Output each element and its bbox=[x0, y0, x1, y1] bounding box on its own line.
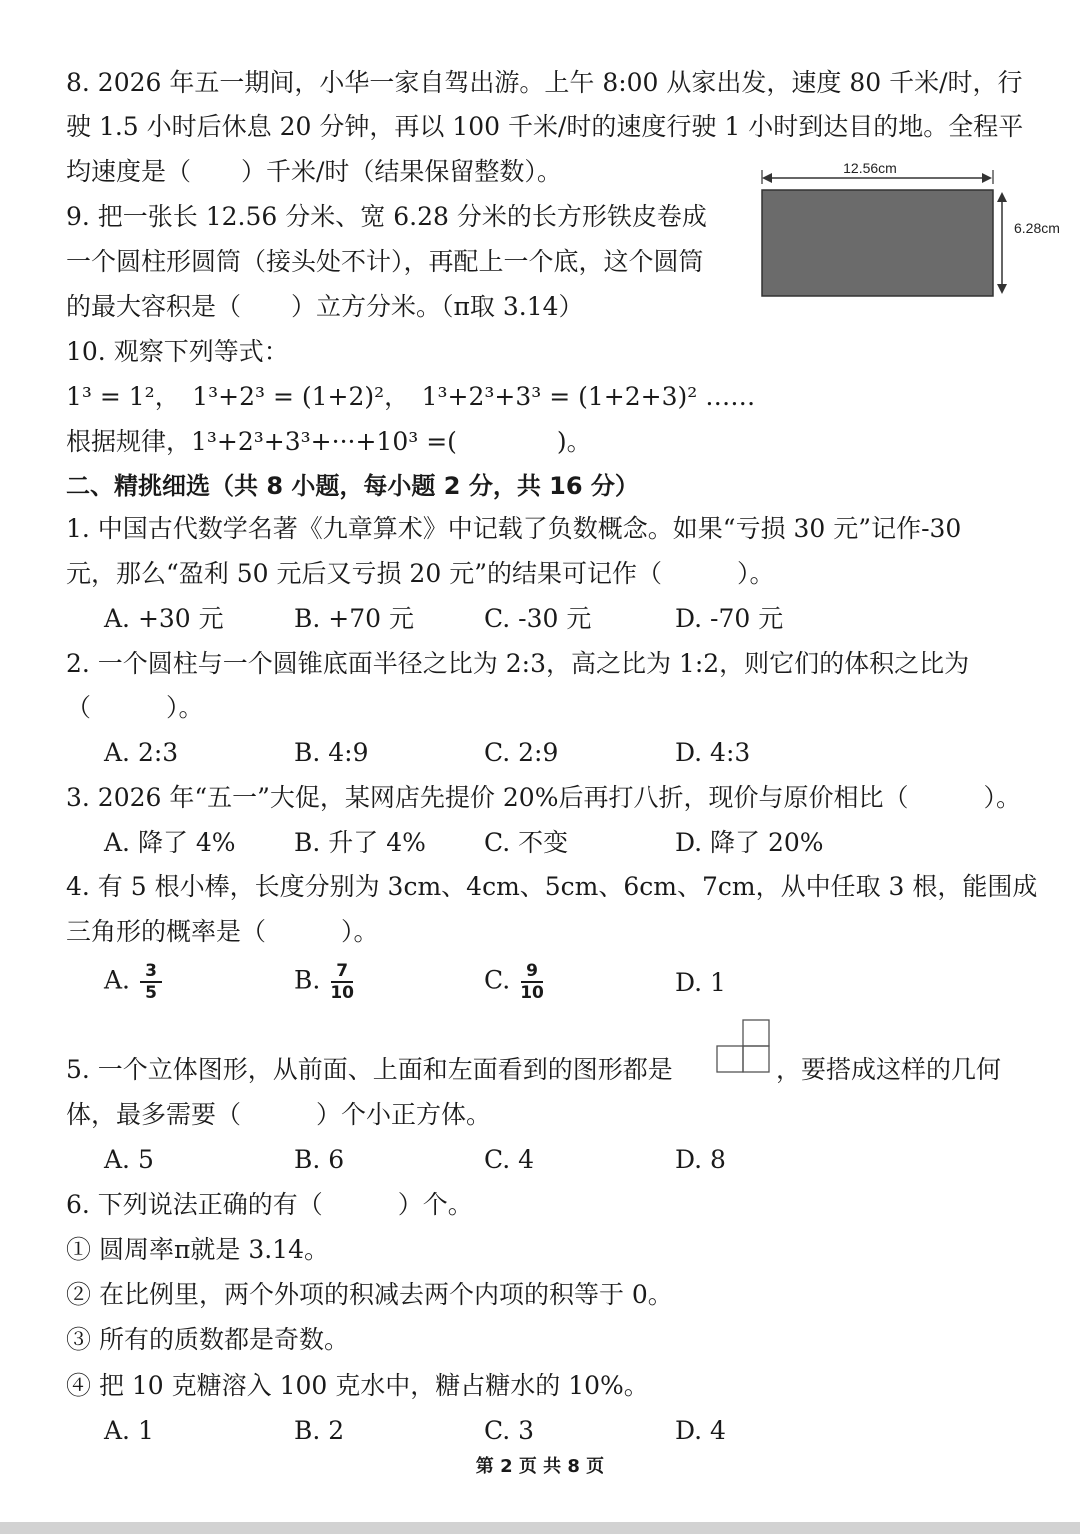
q10-line3: 根据规律，1³+2³+3³+···+10³ =( )。 bbox=[66, 427, 592, 456]
mc2-option-a: A. 2:3 bbox=[104, 738, 179, 767]
mc4-option-a-letter: A. bbox=[104, 965, 131, 995]
mc5-line2: 体，最多需要（ ）个小正方体。 bbox=[66, 1100, 492, 1129]
q9-line1: 9. 把一张长 12.56 分米、宽 6.28 分米的长方形铁皮卷成 bbox=[66, 202, 707, 231]
q9-line2: 一个圆柱形圆筒（接头处不计），再配上一个底，这个圆筒 bbox=[66, 247, 704, 276]
mc1-option-c: C. -30 元 bbox=[484, 604, 592, 633]
mc4-option-c-letter: C. bbox=[484, 965, 511, 995]
mc1-line2: 元，那么“盈利 50 元后又亏损 20 元”的结果可记作（ ）。 bbox=[66, 559, 775, 588]
mc1-option-a: A. +30 元 bbox=[104, 604, 224, 633]
mc4-option-c bbox=[484, 962, 544, 1002]
mc4-option-d: D. 1 bbox=[675, 968, 726, 997]
mc6-statement-4: ④ 把 10 克糖溶入 100 克水中，糖占糖水的 10%。 bbox=[66, 1371, 649, 1400]
mc5-option-c: C. 4 bbox=[484, 1145, 535, 1174]
mc2-option-d: D. 4:3 bbox=[675, 738, 751, 767]
mc6-line1: 6. 下列说法正确的有（ ）个。 bbox=[66, 1190, 473, 1219]
mc6-statement-1: ① 圆周率π就是 3.14。 bbox=[66, 1235, 329, 1264]
page-footer: 第 2 页 共 8 页 bbox=[475, 1456, 605, 1477]
mc6-option-a: A. 1 bbox=[104, 1416, 154, 1445]
mc5-line1a: 5. 一个立体图形，从前面、上面和左面看到的图形都是 bbox=[66, 1055, 673, 1084]
q9-line3: 的最大容积是（ ）立方分米。（π取 3.14） bbox=[66, 292, 584, 321]
fraction-9-10: $\frac{9}{10}$ bbox=[520, 961, 544, 1003]
q10-line2: 1³ = 1²， 1³+2³ = (1+2)²， 1³+2³+3³ = (1+2+3)² …… bbox=[66, 382, 756, 411]
bottom-edge-strip bbox=[0, 1522, 1080, 1534]
mc3-option-a: A. 降了 4% bbox=[104, 828, 236, 857]
mc1-option-d: D. -70 元 bbox=[675, 604, 784, 633]
mc4-option-b bbox=[294, 962, 354, 1002]
mc1-option-b: B. +70 元 bbox=[294, 604, 414, 633]
mc6-statement-3: ③ 所有的质数都是奇数。 bbox=[66, 1325, 349, 1354]
mc4-line1: 4. 有 5 根小棒，长度分别为 3cm、4cm、5cm、6cm、7cm，从中任取 3 根，能围成 bbox=[66, 872, 1038, 901]
fraction-3-5: $\frac{3}{5}$ bbox=[140, 962, 162, 1002]
mc2-option-c: C. 2:9 bbox=[484, 738, 559, 767]
fraction-7-10: $\frac{7}{10}$ bbox=[330, 961, 354, 1003]
mc2-line1: 2. 一个圆柱与一个圆锥底面半径之比为 2:3，高之比为 1:2，则它们的体积之比为 bbox=[66, 649, 970, 678]
mc5-option-a: A. 5 bbox=[104, 1145, 154, 1174]
mc3-option-c: C. 不变 bbox=[484, 828, 569, 857]
mc4-option-b-letter: B. bbox=[294, 965, 321, 995]
mc3-line1: 3. 2026 年“五一”大促，某网店先提价 20%后再打八折，现价与原价相比（ ）。 bbox=[66, 783, 1021, 812]
mc3-option-b: B. 升了 4% bbox=[294, 828, 426, 857]
q8-line3: 均速度是（ ）千米/时（结果保留整数）。 bbox=[66, 157, 562, 186]
q9-rectangle-figure bbox=[752, 158, 1072, 308]
mc3-option-d: D. 降了 20% bbox=[675, 828, 824, 857]
mc2-line2: （ ）。 bbox=[66, 693, 204, 722]
mc6-option-c: C. 3 bbox=[484, 1416, 535, 1445]
q8-line1: 8. 2026 年五一期间，小华一家自驾出游。上午 8:00 从家出发，速度 80 千米/时，行 bbox=[66, 68, 1023, 97]
view-shape-icon bbox=[714, 1017, 772, 1075]
mc6-option-d: D. 4 bbox=[675, 1416, 726, 1445]
mc5-option-d: D. 8 bbox=[675, 1145, 726, 1174]
mc5-option-b: B. 6 bbox=[294, 1145, 345, 1174]
iron-sheet-rectangle bbox=[762, 190, 993, 296]
mc4-option-a bbox=[104, 962, 162, 1002]
mc4-line2: 三角形的概率是（ ）。 bbox=[66, 917, 379, 946]
width-label: 12.56cm bbox=[843, 160, 897, 176]
q10-line1: 10. 观察下列等式： bbox=[66, 337, 289, 366]
mc1-line1: 1. 中国古代数学名著《九章算术》中记载了负数概念。如果“亏损 30 元”记作-30 bbox=[66, 514, 962, 543]
mc5-line1b: ，要搭成这样的几何 bbox=[776, 1055, 1002, 1084]
mc6-statement-2: ② 在比例里，两个外项的积减去两个内项的积等于 0。 bbox=[66, 1280, 673, 1309]
q8-line2: 驶 1.5 小时后休息 20 分钟，再以 100 千米/时的速度行驶 1 小时到达目的地。全程平 bbox=[66, 112, 1024, 141]
section-heading: 二、精挑细选（共 8 小题，每小题 2 分，共 16 分） bbox=[66, 472, 639, 500]
height-label: 6.28cm bbox=[1014, 220, 1060, 236]
mc6-option-b: B. 2 bbox=[294, 1416, 345, 1445]
mc2-option-b: B. 4:9 bbox=[294, 738, 369, 767]
